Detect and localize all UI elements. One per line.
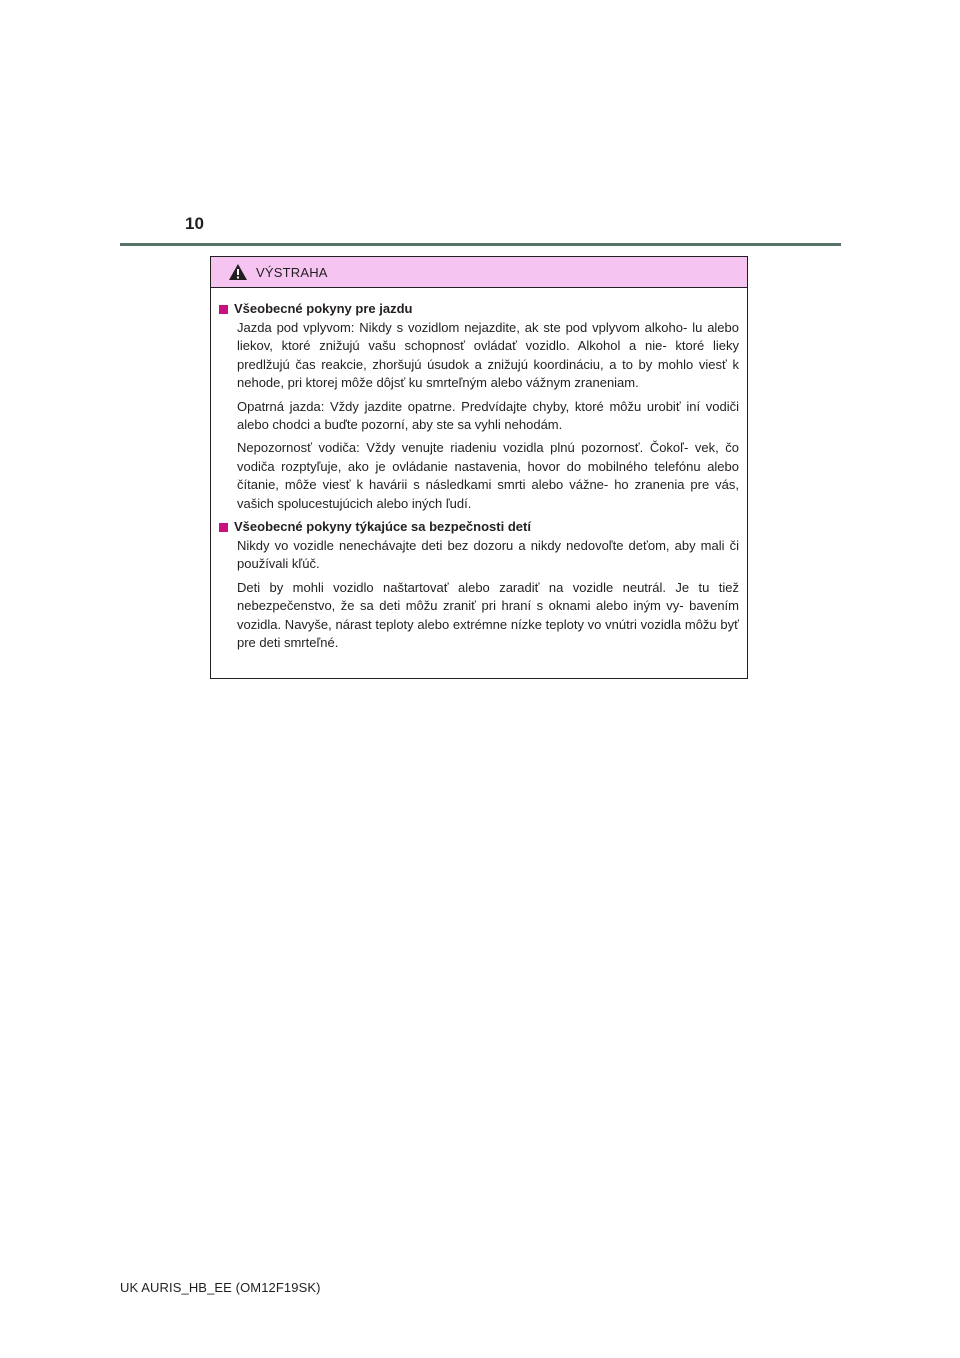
warning-header xyxy=(211,257,747,288)
paragraph-careful-driving: Opatrná jazda: Vždy jazdite opatrne. Predvídajte chyby, ktoré môžu urobiť iní vodiči alebo chodci a buďte pozorní, aby ste sa vyhli nehodám. xyxy=(237,398,739,433)
section-heading-driving xyxy=(219,300,739,318)
warning-triangle-icon xyxy=(228,263,248,281)
paragraph-children-dangers: Deti by mohli vozidlo naštartovať alebo zaradiť na vozidle neutrál. Je tu tiež nebezpečenstvo, že sa deti môžu zraniť pri hraní s oknami alebo iným vy- bavením vozidla. Navyše, nárast teploty alebo extrémne nízke teploty vo vnútri vozidla môžu byť pre deti smrteľné. xyxy=(237,579,739,651)
warning-title: VÝSTRAHA xyxy=(256,264,328,280)
header-rule xyxy=(120,243,841,246)
footer-document-code: UK AURIS_HB_EE (OM12F19SK) xyxy=(120,1280,321,1295)
square-bullet-icon xyxy=(219,305,228,314)
page-number: 10 xyxy=(185,214,204,233)
paragraph-children-unattended: Nikdy vo vozidle nenechávajte deti bez dozoru a nikdy nedovoľte deťom, aby mali či používali kľúč. xyxy=(237,538,739,572)
square-bullet-icon xyxy=(219,523,228,532)
section-heading-text: Všeobecné pokyny pre jazdu xyxy=(234,301,413,316)
paragraph-driver-attention: Nepozornosť vodiča: Vždy venujte riadeniu vozidla plnú pozornosť. Čokoľ- vek, čo vodiča rozptyľuje, ako je ovládanie nastavenia, hovor do mobilného telefónu alebo čítanie, môže viesť k havárii s následkami smrti alebo vážne- ho zranenia pre vás, vašich spolucestujúcich alebo iných ľudí. xyxy=(237,440,739,511)
paragraph-impaired-driving: Jazda pod vplyvom: Nikdy s vozidlom nejazdite, ak ste pod vplyvom alkoho- lu alebo liekov, ktoré znižujú vašu schopnosť ovládať vozidlo. Alkohol a nie- ktoré lieky predlžujú čas reakcie, zhoršujú úsudok a znižujú koordináciu, a to by mohlo viesť k nehode, pri ktorej môže dôjsť ku smrteľným alebo vážnym zraneniam. xyxy=(237,320,739,391)
warning-body xyxy=(211,288,747,653)
section-heading-child-safety xyxy=(219,518,739,536)
warning-box xyxy=(210,256,748,679)
section-heading-text: Všeobecné pokyny týkajúce sa bezpečnosti detí xyxy=(234,519,531,535)
